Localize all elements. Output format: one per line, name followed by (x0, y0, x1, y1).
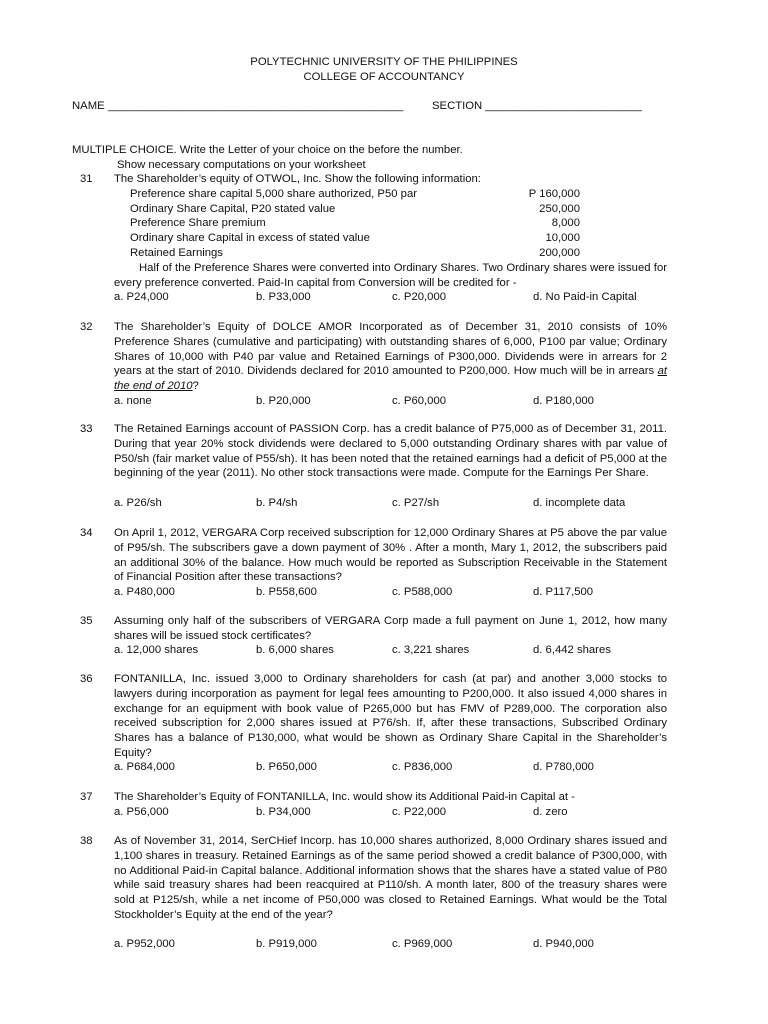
option-c[interactable]: c. P20,000 (392, 291, 447, 303)
question-number: 35 (80, 615, 93, 627)
option-d[interactable]: d. incomplete data (533, 497, 626, 509)
option-d[interactable]: d. P940,000 (533, 938, 594, 950)
question-tail: Half of the Preference Shares were converted into Ordinary Shares. Two Ordinary shares were issued for every preference converted. Paid-In capital from Conversion will be credited for - (114, 261, 667, 289)
info-row (114, 202, 667, 217)
option-b[interactable]: b. P558,600 (256, 586, 317, 598)
question-number: 33 (80, 423, 93, 435)
answer-options (0, 937, 768, 952)
option-b[interactable]: b. 6,000 shares (256, 644, 334, 656)
question-number: 34 (80, 527, 93, 539)
name-label: NAME (72, 100, 105, 112)
info-value: 200,000 (539, 246, 580, 259)
option-a[interactable]: a. P480,000 (114, 586, 175, 598)
option-a[interactable]: a. P24,000 (114, 291, 169, 303)
option-d[interactable]: d. P180,000 (533, 395, 594, 407)
question-text (114, 172, 667, 290)
option-c[interactable]: c. P588,000 (392, 586, 453, 598)
question-number: 31 (80, 173, 93, 185)
option-c[interactable]: c. P969,000 (392, 938, 453, 950)
answer-options (0, 290, 768, 305)
question-text: The Retained Earnings account of PASSION Corp. has a credit balance of P75,000 as of December 31, 2011. During that year 20% stock dividends were declared to 5,000 outstanding Ordinary shares with par value of P50/sh (fair market value of P55/sh). It has been noted that the retained earnings had a deficit of P5,000 at the beginning of the year (2011). No other stock transactions were made. Compute for the Earnings Per Share. (114, 423, 667, 480)
answer-options (0, 394, 768, 409)
question-number: 36 (80, 673, 93, 685)
info-value: P 160,000 (528, 187, 580, 200)
instructions-line-2: Show necessary computations on your worksheet (117, 159, 366, 171)
info-row (114, 216, 667, 231)
option-b[interactable]: b. P20,000 (256, 395, 311, 407)
option-a[interactable]: a. P952,000 (114, 938, 175, 950)
option-c[interactable]: c. P836,000 (392, 761, 453, 773)
question-number: 37 (80, 791, 93, 803)
question-text: The Shareholder’s Equity of FONTANILLA, Inc. would show its Additional Paid-in Capital at - (114, 791, 575, 803)
section-label: SECTION (432, 100, 483, 112)
answer-options (0, 585, 768, 600)
option-a[interactable]: a. P26/sh (114, 497, 162, 509)
info-row (114, 246, 667, 261)
info-row (114, 187, 667, 202)
answer-options (0, 760, 768, 775)
option-a[interactable]: a. 12,000 shares (114, 644, 199, 656)
info-value: 250,000 (539, 202, 580, 215)
name-blank-line: _______________________________________________ (108, 100, 404, 112)
question-text: As of November 31, 2014, SerCHief Incorp. has 10,000 shares authorized, 8,000 Ordinary shares issued and 1,100 shares in treasury. Retained Earnings as of the same period showed a credit balance of P300,000, with no Additional Paid-in Capital balance. Additional information shows that the shares have a stated value of P80 while said treasury shares had been reacquired at P110/sh. A month later, 800 of the treasury shares were sold at P125/sh, while a net income of P50,000 was closed to Retained Earnings. What would be the Total Stockholder’s Equity at the end of the year? (114, 835, 667, 921)
option-b[interactable]: b. P33,000 (256, 291, 311, 303)
question-number: 32 (80, 321, 93, 333)
option-b[interactable]: b. P4/sh (256, 497, 298, 509)
question-text: Assuming only half of the subscribers of VERGARA Corp made a full payment on June 1, 2012, how many shares will be issued stock certificates? (114, 615, 667, 642)
info-label: Preference Share premium (130, 217, 266, 230)
option-a[interactable]: a. none (114, 395, 152, 407)
option-c[interactable]: c. P22,000 (392, 806, 447, 818)
answer-options (0, 643, 768, 658)
instructions-line-1: MULTIPLE CHOICE. Write the Letter of your choice on the before the number. (72, 144, 463, 156)
option-d[interactable]: d. No Paid-in Capital (533, 291, 637, 303)
question-number: 38 (80, 835, 93, 847)
option-d[interactable]: d. zero (533, 806, 568, 818)
option-c[interactable]: c. P60,000 (392, 395, 447, 407)
info-row (114, 231, 667, 246)
info-value: 8,000 (551, 217, 580, 230)
info-label: Ordinary share Capital in excess of stated value (130, 232, 370, 245)
emphasized-phrase: at the end of 2010 (114, 365, 667, 393)
question-body: The Shareholder’s Equity of DOLCE AMOR Incorporated as of December 31, 2010 consists of 10% Preference Shares (cumulative and participating) with outstanding shares of 6,000, P100 par value; Ordinary Shares of 10,000 with P40 par value and Retained Earnings of P300,000. Dividends were in arrears for 2 years at the start of 2010. Dividends declared for 2010 amounted to P200,000. How much will be in arrears (114, 321, 667, 378)
answer-options (0, 496, 768, 511)
option-d[interactable]: d. P117,500 (533, 586, 594, 598)
college-title: COLLEGE OF ACCOUNTANCY (303, 71, 465, 83)
question-end: ? (192, 380, 199, 393)
option-a[interactable]: a. P56,000 (114, 806, 169, 818)
question-text (114, 320, 667, 394)
question-intro: The Shareholder’s equity of OTWOL, Inc. Show the following information: (114, 173, 481, 185)
option-d[interactable]: d. 6,442 shares (533, 644, 611, 656)
option-b[interactable]: b. P919,000 (256, 938, 317, 950)
option-c[interactable]: c. 3,221 shares (392, 644, 470, 656)
option-b[interactable]: b. P34,000 (256, 806, 311, 818)
info-label: Preference share capital 5,000 share authorized, P50 par (130, 187, 417, 200)
info-value: 10,000 (545, 232, 580, 245)
university-title: POLYTECHNIC UNIVERSITY OF THE PHILIPPINES (250, 56, 518, 68)
question-text: FONTANILLA, Inc. issued 3,000 to Ordinary shareholders for cash (at par) and another 3,000 stocks to lawyers during incorporation as payment for legal fees amounting to P200,000. It also issued 4,000 shares in exchange for an equipment with book value of P265,000 but has FMV of P289,000. The corporation also received subscription for 2,000 shares issued at P76/sh. If, after these transactions, Subscribed Ordinary Shares has a balance of P130,000, what would be shown as Ordinary Share Capital in the Shareholder’s Equity? (114, 673, 667, 759)
info-label: Retained Earnings (130, 246, 223, 259)
section-blank-line: _________________________ (485, 100, 643, 112)
question-text: On April 1, 2012, VERGARA Corp received subscription for 12,000 Ordinary Shares at P5 above the par value of P95/sh. The subscribers gave a down payment of 30% . After a month, Mary 1, 2012, the subscribers paid an additional 30% of the balance. How much would be reported as Subscription Receivable in the Statement of Financial Position after these transactions? (114, 527, 667, 584)
option-a[interactable]: a. P684,000 (114, 761, 175, 773)
option-d[interactable]: d. P780,000 (533, 761, 594, 773)
option-b[interactable]: b. P650,000 (256, 761, 317, 773)
answer-options (0, 805, 768, 820)
option-c[interactable]: c. P27/sh (392, 497, 440, 509)
info-label: Ordinary Share Capital, P20 stated value (130, 202, 336, 215)
